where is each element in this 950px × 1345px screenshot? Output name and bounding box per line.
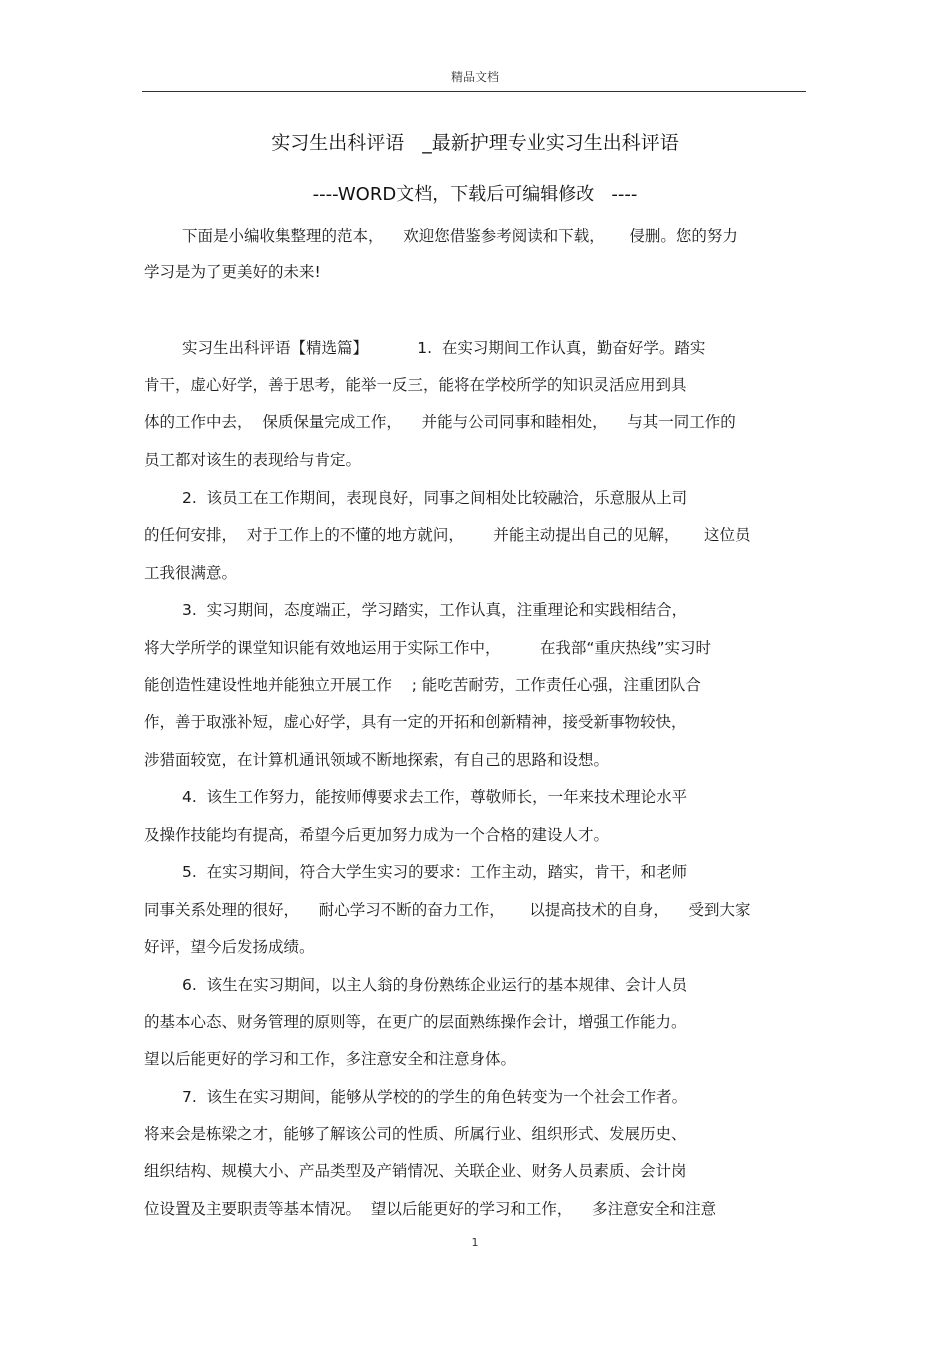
body-line: 5. 在实习期间，符合大学生实习的要求：工作主动，踏实，肯干，和老师 xyxy=(182,863,688,881)
body-line: 同事关系处理的很好， 耐心学习不断的奋力工作， 以提高技术的自身， 受到大家 xyxy=(144,901,751,919)
body-line: 位设置及主要职责等基本情况。 望以后能更好的学习和工作， 多注意安全和注意 xyxy=(144,1200,717,1218)
body-line: 能创造性建设性地并能独立开展工作 ; 能吃苦耐劳，工作责任心强，注重团队合 xyxy=(144,676,701,694)
body-line: 好评，望今后发扬成绩。 xyxy=(144,938,315,956)
body-line: 将来会是栋梁之才，能够了解该公司的性质、所属行业、组织形式、发展历史、 xyxy=(144,1125,687,1143)
body-line: 学习是为了更美好的未来! xyxy=(144,263,321,281)
body-line: 的基本心态、财务管理的原则等，在更广的层面熟练操作会计，增强工作能力。 xyxy=(144,1013,687,1031)
body-line: 实习生出科评语【精选篇】 1. 在实习期间工作认真，勤奋好学。踏实 xyxy=(182,339,706,357)
body-line: 望以后能更好的学习和工作，多注意安全和注意身体。 xyxy=(144,1050,517,1068)
body-line: 将大学所学的课堂知识能有效地运用于实际工作中， 在我部“重庆热线”实习时 xyxy=(144,639,711,657)
body-line: 工我很满意。 xyxy=(144,564,238,582)
body-line: 3. 实习期间，态度端正，学习踏实，工作认真，注重理论和实践相结合， xyxy=(182,601,688,619)
body-line: 2. 该员工在工作期间，表现良好，同事之间相处比较融洽，乐意服从上司 xyxy=(182,489,688,507)
page-header: 精品文档 xyxy=(450,70,499,84)
body-line: 涉猎面较宽，在计算机通讯领域不断地探索，有自己的思路和设想。 xyxy=(144,751,610,769)
header-divider xyxy=(142,91,806,92)
body-line: 6. 该生在实习期间，以主人翁的身份熟练企业运行的基本规律、会计人员 xyxy=(182,976,688,994)
body-line: 员工都对该生的表现给与肯定。 xyxy=(144,451,362,469)
body-line: 4. 该生工作努力，能按师傅要求去工作，尊敬师长，一年来技术理论水平 xyxy=(182,788,688,806)
body-line: 作，善于取涨补短，虚心好学，具有一定的开拓和创新精神，接受新事物较快， xyxy=(144,713,687,731)
body-line: 组织结构、规模大小、产品类型及产销情况、关联企业、财务人员素质、会计岗 xyxy=(144,1162,687,1180)
document-title: 实习生出科评语 _最新护理专业实习生出科评语 xyxy=(271,132,679,154)
body-line: 体的工作中去， 保质保量完成工作， 并能与公司同事和睦相处， 与其一同工作的 xyxy=(144,413,736,431)
page-number: 1 xyxy=(471,1236,479,1249)
body-line: 的任何安排， 对于工作上的不懂的地方就问， 并能主动提出自己的见解， 这位员 xyxy=(144,526,751,544)
body-line: 及操作技能均有提高，希望今后更加努力成为一个合格的建设人才。 xyxy=(144,826,610,844)
document-subtitle: ----WORD文档，下载后可编辑修改 ---- xyxy=(312,184,638,205)
body-line: 肯干，虚心好学，善于思考，能举一反三，能将在学校所学的知识灵活应用到具 xyxy=(144,376,687,394)
body-line: 下面是小编收集整理的范本， 欢迎您借鉴参考阅读和下载， 侵删。您的努力 xyxy=(182,227,738,245)
body-line: 7. 该生在实习期间，能够从学校的的学生的角色转变为一个社会工作者。 xyxy=(182,1088,688,1106)
